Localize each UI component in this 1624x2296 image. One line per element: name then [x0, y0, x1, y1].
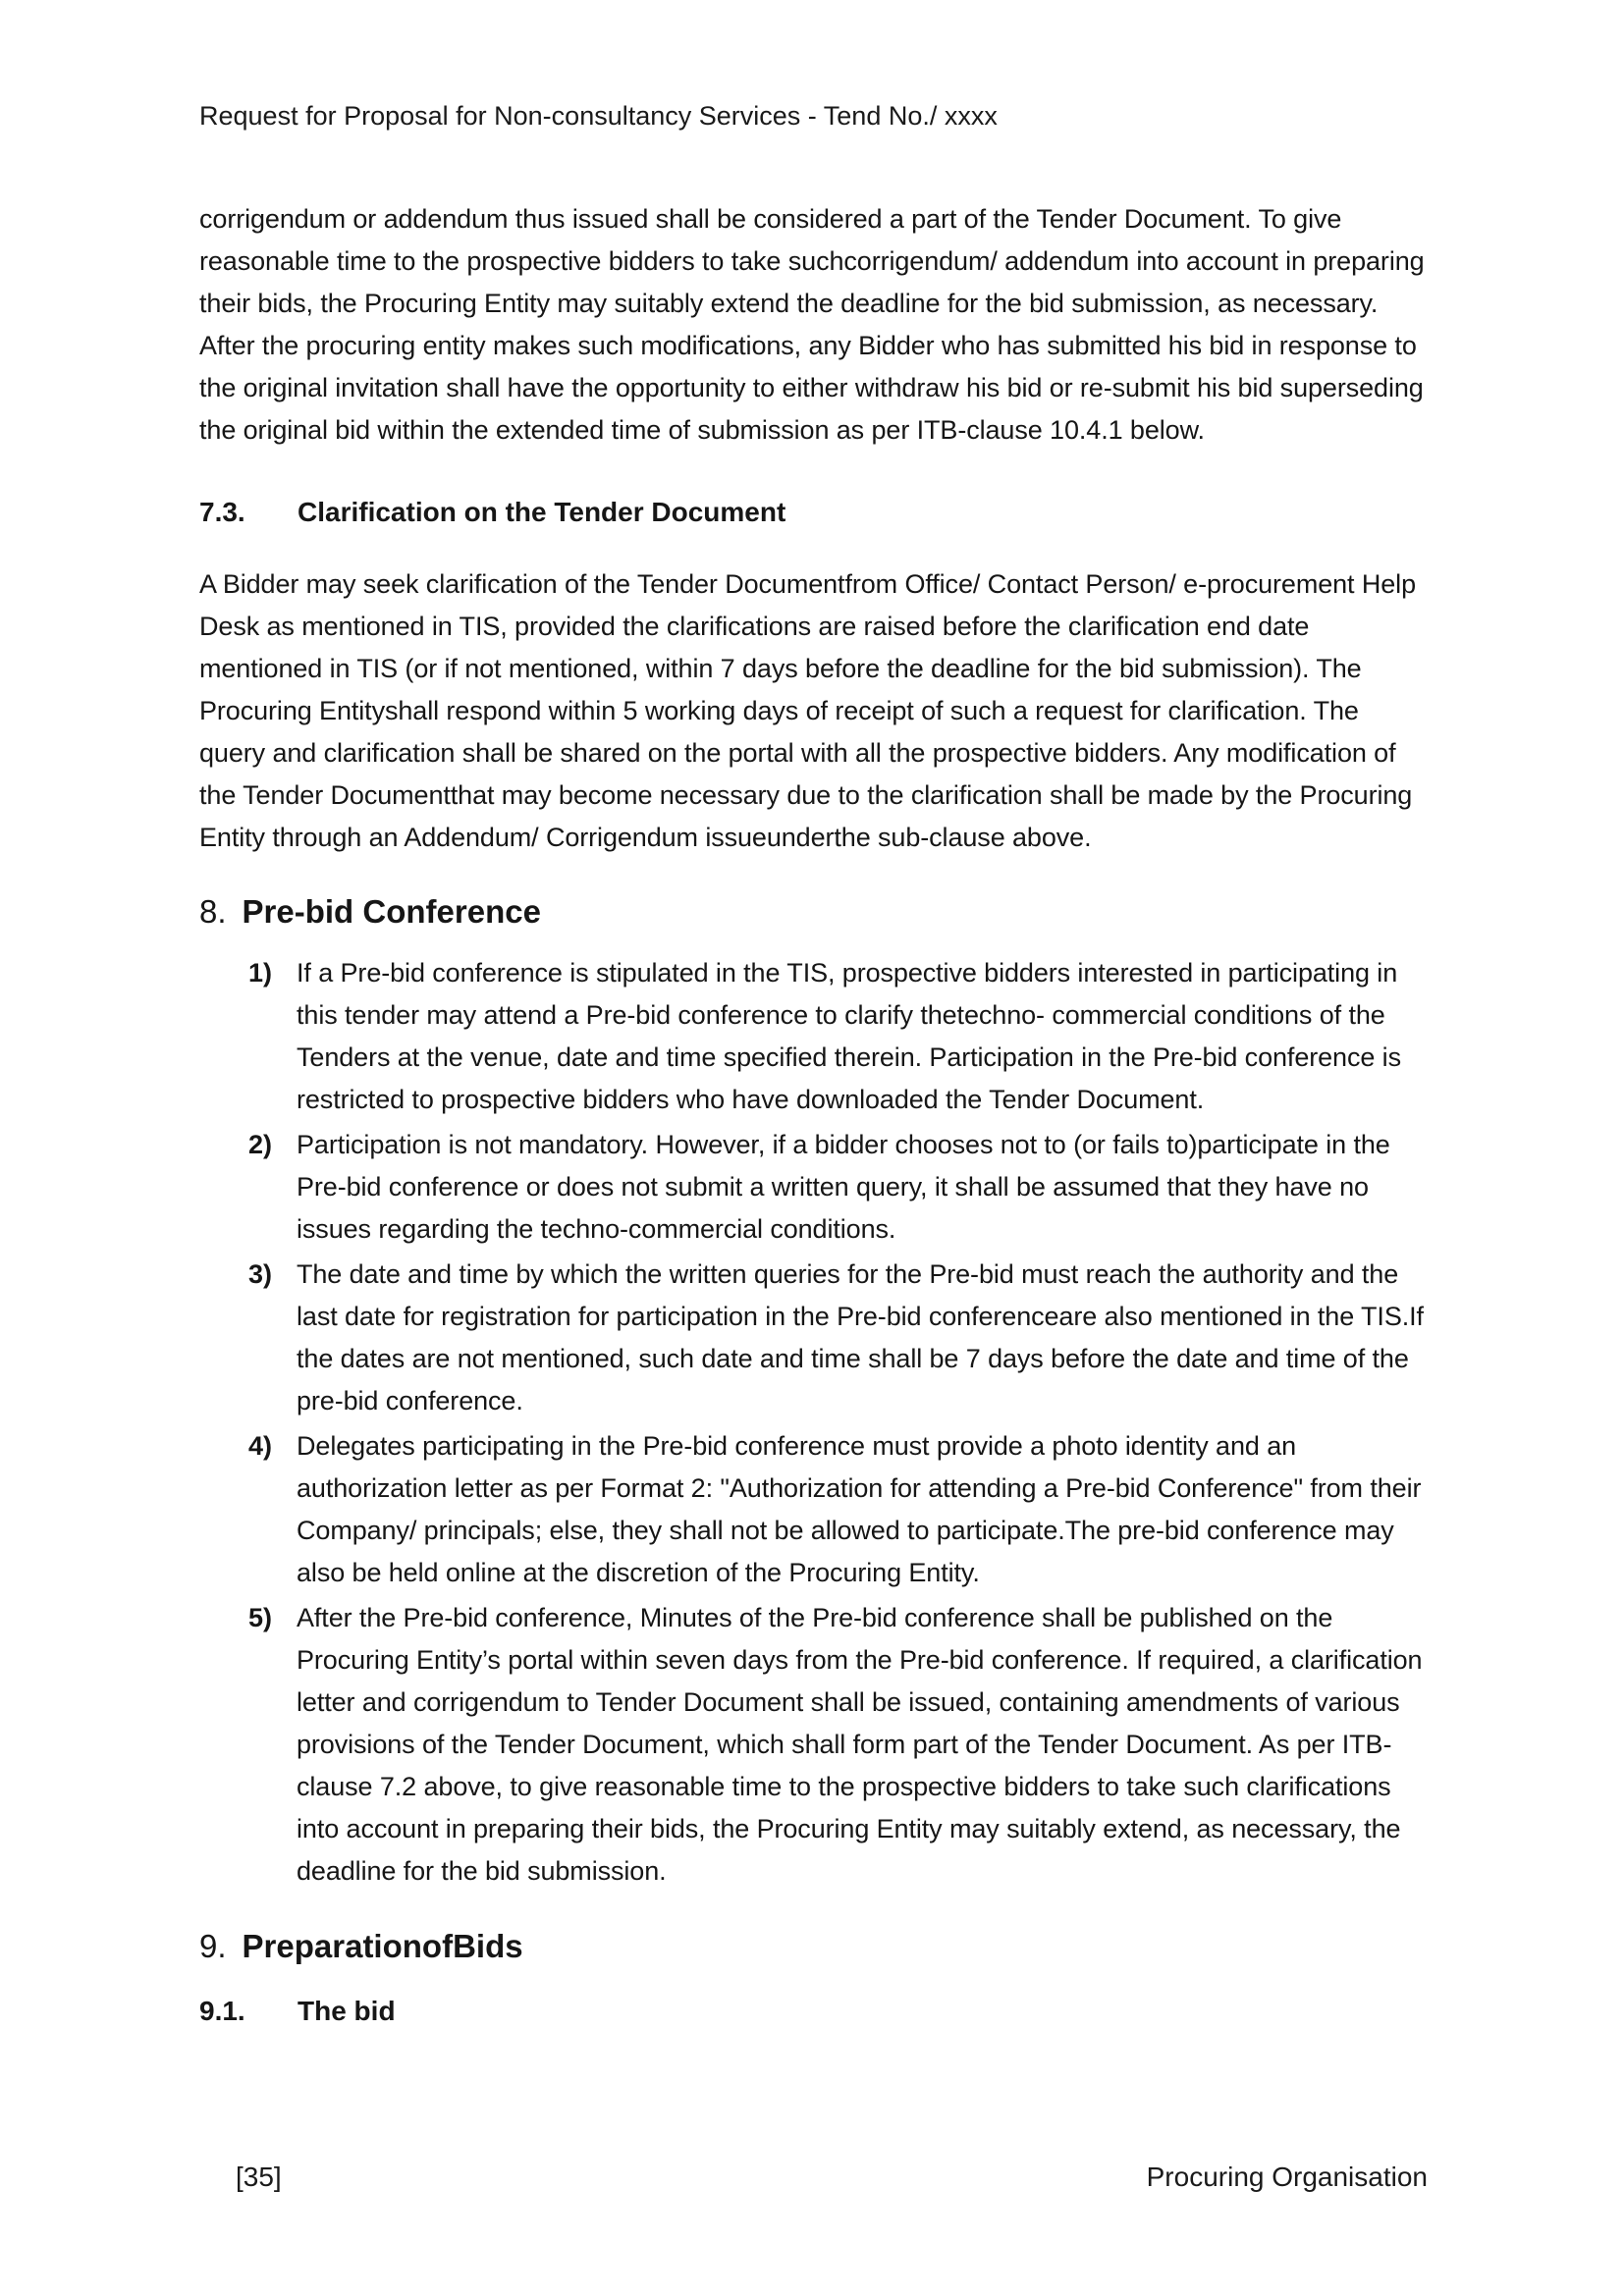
page-number: [35] — [236, 2162, 282, 2192]
section-8-title: Pre-bid Conference — [242, 893, 541, 930]
footer-organisation: Procuring Organisation — [1146, 2162, 1428, 2192]
page-content — [0, 98, 1624, 2032]
section-9-1-title: The bid — [298, 1996, 396, 2026]
list-item-text: Participation is not mandatory. However, if a bidder chooses not to (or fails to)participate in the Pre-bid conference or does not submit a written query, it shall be assumed that they have no issues regarding the techno-commercial conditions. — [297, 1130, 1390, 1244]
list-item-text: Delegates participating in the Pre-bid conference must provide a photo identity and an authorization letter as per Format 2: "Authorization for attending a Pre-bid Conference" from their Company/ principals; else, they shall not be allowed to participate.The pre-bid conference may also be held online at the discretion of the Procuring Entity. — [297, 1431, 1422, 1587]
list-item-text: The date and time by which the written queries for the Pre-bid must reach the authority and the last date for registration for participation in the Pre-bid conferenceare also mentioned in the TIS.If the dates are not mentioned, such date and time shall be 7 days before the date and time of the pre-bid conference. — [297, 1259, 1424, 1415]
list-item-marker: 3) — [248, 1259, 273, 1289]
section-9-heading — [199, 1923, 1428, 1970]
list-item-text: After the Pre-bid conference, Minutes of the Pre-bid conference shall be published on the Procuring Entity’s portal within seven days from the Pre-bid conference. If required, a clarification letter and corrigendum to Tender Document shall be issued, containing amendments of various provisions of the Tender Document, which shall form part of the Tender Document. As per ITB-clause 7.2 above, to give reasonable time to the prospective bidders to take such clarifications into account in preparing their bids, the Procuring Entity may suitably extend, as necessary, the deadline for the bid submission. — [297, 1603, 1423, 1886]
list-item — [199, 952, 1428, 1121]
intro-paragraph: corrigendum or addendum thus issued shall be considered a part of the Tender Document. To give reasonable time to the prospective bidders to take suchcorrigendum/ addendum into account in preparing their bids, the Procuring Entity may suitably extend the deadline for the bid submission, as necessary. After the procuring entity makes such modifications, any Bidder who has submitted his bid in response to the original invitation shall have the opportunity to either withdraw his bid or re-submit his bid superseding the original bid within the extended time of submission as per ITB-clause 10.4.1 below. — [199, 204, 1425, 445]
list-item-marker: 1) — [248, 958, 273, 988]
section-8-heading — [199, 888, 1428, 935]
list-item — [199, 1425, 1428, 1594]
list-item-marker: 4) — [248, 1431, 273, 1461]
section-7-3-title: Clarification on the Tender Document — [298, 497, 786, 527]
list-item — [199, 1124, 1428, 1251]
section-7-3-heading — [199, 491, 1428, 533]
section-9-1-heading — [199, 1990, 1428, 2032]
section-9-1-number: 9.1. — [199, 1996, 245, 2026]
section-8-list — [199, 952, 1428, 1893]
list-item-text: If a Pre-bid conference is stipulated in the TIS, prospective bidders interested in participating in this tender may attend a Pre-bid conference to clarify thetechno- commercial conditions of the Tenders at the venue, date and time specified therein. Participation in the Pre-bid conference is restricted to prospective bidders who have downloaded the Tender Document. — [297, 958, 1401, 1114]
section-7-3-paragraph: A Bidder may seek clarification of the Tender Documentfrom Office/ Contact Person/ e-procurement Help Desk as mentioned in TIS, provided the clarifications are raised before the clarification end date mentioned in TIS (or if not mentioned, within 7 days before the deadline for the bid submission). The Procuring Entityshall respond within 5 working days of receipt of such a request for clarification. The query and clarification shall be shared on the portal with all the prospective bidders. Any modification of the Tender Documentthat may become necessary due to the clarification shall be made by the Procuring Entity through an Addendum/ Corrigendum issueunderthe sub-clause above. — [199, 569, 1416, 852]
section-9-number: 9. — [199, 1928, 227, 1964]
list-item-marker: 2) — [248, 1130, 273, 1159]
page-footer — [0, 2160, 1624, 2199]
section-7-3-number: 7.3. — [199, 497, 245, 527]
section-9-title: PreparationofBids — [242, 1928, 523, 1964]
running-header: Request for Proposal for Non-consultancy Services - Tend No./ xxxx — [199, 101, 998, 131]
list-item-marker: 5) — [248, 1603, 273, 1632]
list-item — [199, 1597, 1428, 1893]
list-item — [199, 1254, 1428, 1422]
section-8-number: 8. — [199, 893, 227, 930]
